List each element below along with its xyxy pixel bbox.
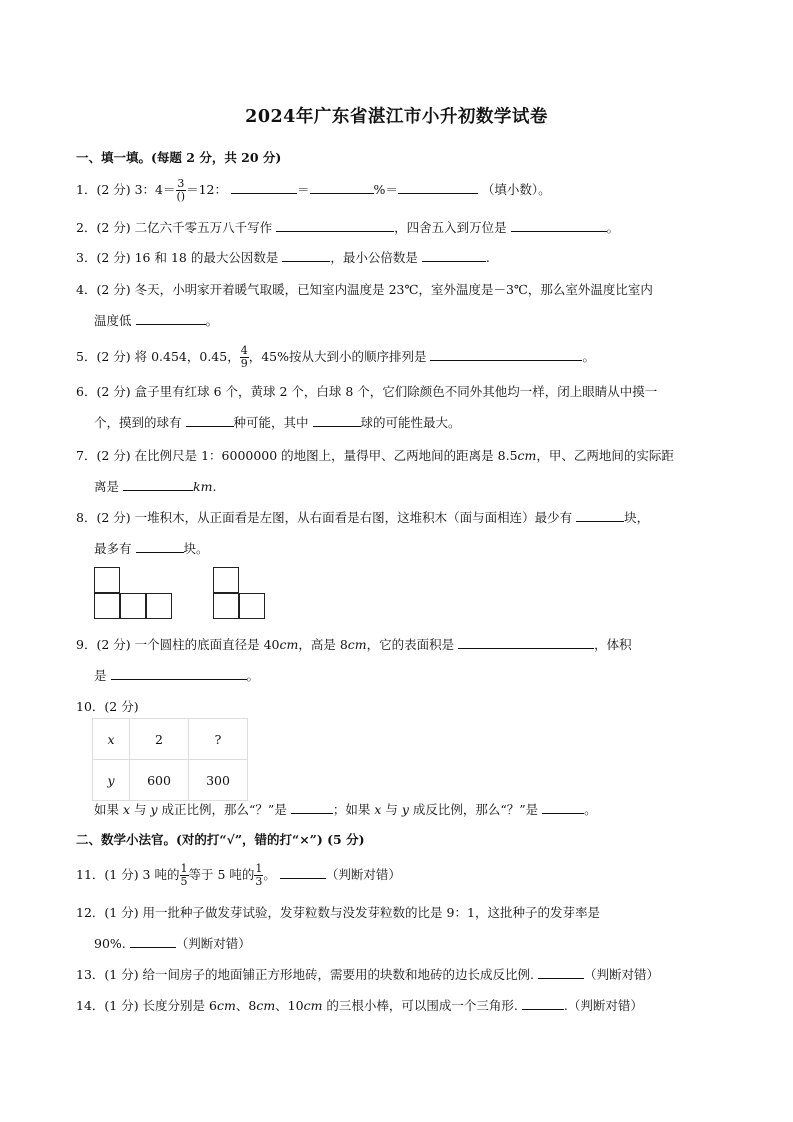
question-6-cont: 个，摸到的球有 种可能，其中 球的可能性最大。 — [94, 415, 461, 430]
answer-blank[interactable] — [276, 219, 394, 232]
fraction: $\frac{1}{5}$ — [180, 862, 188, 888]
answer-blank[interactable] — [291, 801, 333, 814]
question-7-cont: 离是 km. — [94, 479, 217, 494]
question-8: 8．(2 分) 一堆积木，从正面看是左图，从右面看是右图，这堆积木（面与面相连）最少有 块， — [76, 510, 650, 525]
table-row: y 600 300 — [93, 760, 248, 801]
fraction: $\frac{4}{9}$ — [240, 344, 248, 370]
question-6: 6．(2 分) 盒子里有红球 6 个，黄球 2 个，白球 8 个，它们除颜色不同外其他均一样，闭上眼睛从中摸一 — [76, 384, 658, 399]
question-9-cont: 是 。 — [94, 668, 260, 683]
block-cell — [120, 593, 146, 619]
answer-blank[interactable] — [123, 478, 193, 491]
block-cell — [146, 593, 172, 619]
answer-blank[interactable] — [231, 181, 297, 194]
answer-blank[interactable] — [282, 249, 330, 262]
fraction: $\frac{1}{3}$ — [255, 862, 263, 888]
block-cell — [94, 567, 120, 593]
answer-blank[interactable] — [136, 540, 184, 553]
section-heading-1: 一、填一填。(每题 2 分，共 20 分) — [76, 150, 282, 165]
answer-blank[interactable] — [511, 219, 607, 232]
answer-blank[interactable] — [542, 801, 584, 814]
question-4-cont: 温度低 。 — [94, 313, 219, 328]
fraction: $\frac{3}{()}$ — [176, 177, 186, 203]
question-2: 2．(2 分) 二亿六千零五万八千写作 ，四舍五入到万位是 。 — [76, 220, 620, 235]
answer-blank[interactable] — [186, 414, 234, 427]
question-14: 14．(1 分) 长度分别是 6cm、8cm、10cm 的三根小棒，可以围成一个三角形. .（判断对错） — [76, 998, 643, 1013]
block-cell — [239, 593, 265, 619]
answer-blank[interactable] — [136, 312, 206, 325]
question-3: 3．(2 分) 16 和 18 的最大公因数是 ，最小公倍数是 . — [76, 250, 490, 265]
question-10: 10．(2 分) — [76, 699, 139, 714]
answer-blank[interactable] — [398, 181, 478, 194]
question-12-cont: 90%. （判断对错） — [94, 936, 251, 951]
answer-blank[interactable] — [522, 997, 564, 1010]
section-heading-2: 二、数学小法官。(对的打“√”，错的打“×”) (5 分) — [76, 832, 365, 847]
answer-blank[interactable] — [310, 181, 374, 194]
block-cell — [213, 567, 239, 593]
xy-table — [92, 718, 248, 801]
answer-blank[interactable] — [313, 414, 361, 427]
answer-blank[interactable] — [538, 966, 584, 979]
answer-blank[interactable] — [422, 249, 486, 262]
table-row: x 2 ? — [93, 719, 248, 760]
answer-blank[interactable] — [111, 667, 247, 680]
answer-blank[interactable] — [430, 348, 582, 361]
block-cell — [213, 593, 239, 619]
answer-blank[interactable] — [576, 509, 624, 522]
question-5: 5．(2 分) 将 0.454，0.45， $\frac{4}{9}$ ，45%按从大到小的顺序排列是 。 — [76, 344, 595, 370]
question-9: 9．(2 分) 一个圆柱的底面直径是 40cm，高是 8cm，它的表面积是 ，体积 — [76, 637, 632, 652]
question-10-cont: 如果 x 与 y 成正比例，那么“？”是 ；如果 x 与 y 成反比例，那么“？”是 。 — [94, 802, 597, 817]
question-1: 1．(2 分) 3：4＝ $\frac{3}{()}$ ＝12： ＝ %＝ （填小数）。 — [76, 177, 551, 203]
question-12: 12．(1 分) 用一批种子做发芽试验，发芽粒数与没发芽粒数的比是 9：1，这批种子的发芽率是 — [76, 905, 600, 920]
answer-blank[interactable] — [280, 866, 326, 879]
question-7: 7．(2 分) 在比例尺是 1：6000000 的地图上，量得甲、乙两地间的距离是 8.5cm，甲、乙两地间的实际距 — [76, 448, 674, 463]
question-11: 11．(1 分) 3 吨的 $\frac{1}{5}$ 等于 5 吨的 $\frac{1}{3}$ 。 （判断对错） — [76, 862, 401, 888]
page-title: 2024年广东省湛江市小升初数学试卷 — [245, 107, 548, 127]
question-8-cont: 最多有 块。 — [94, 541, 209, 556]
answer-blank[interactable] — [130, 935, 176, 948]
question-4: 4．(2 分) 冬天，小明家开着暖气取暖，已知室内温度是 23℃，室外温度是－3℃，那么室外温度比室内 — [76, 282, 653, 297]
answer-blank[interactable] — [458, 636, 594, 649]
question-13: 13．(1 分) 给一间房子的地面铺正方形地砖，需要用的块数和地砖的边长成反比例. （判断对错） — [76, 967, 660, 982]
block-cell — [94, 593, 120, 619]
